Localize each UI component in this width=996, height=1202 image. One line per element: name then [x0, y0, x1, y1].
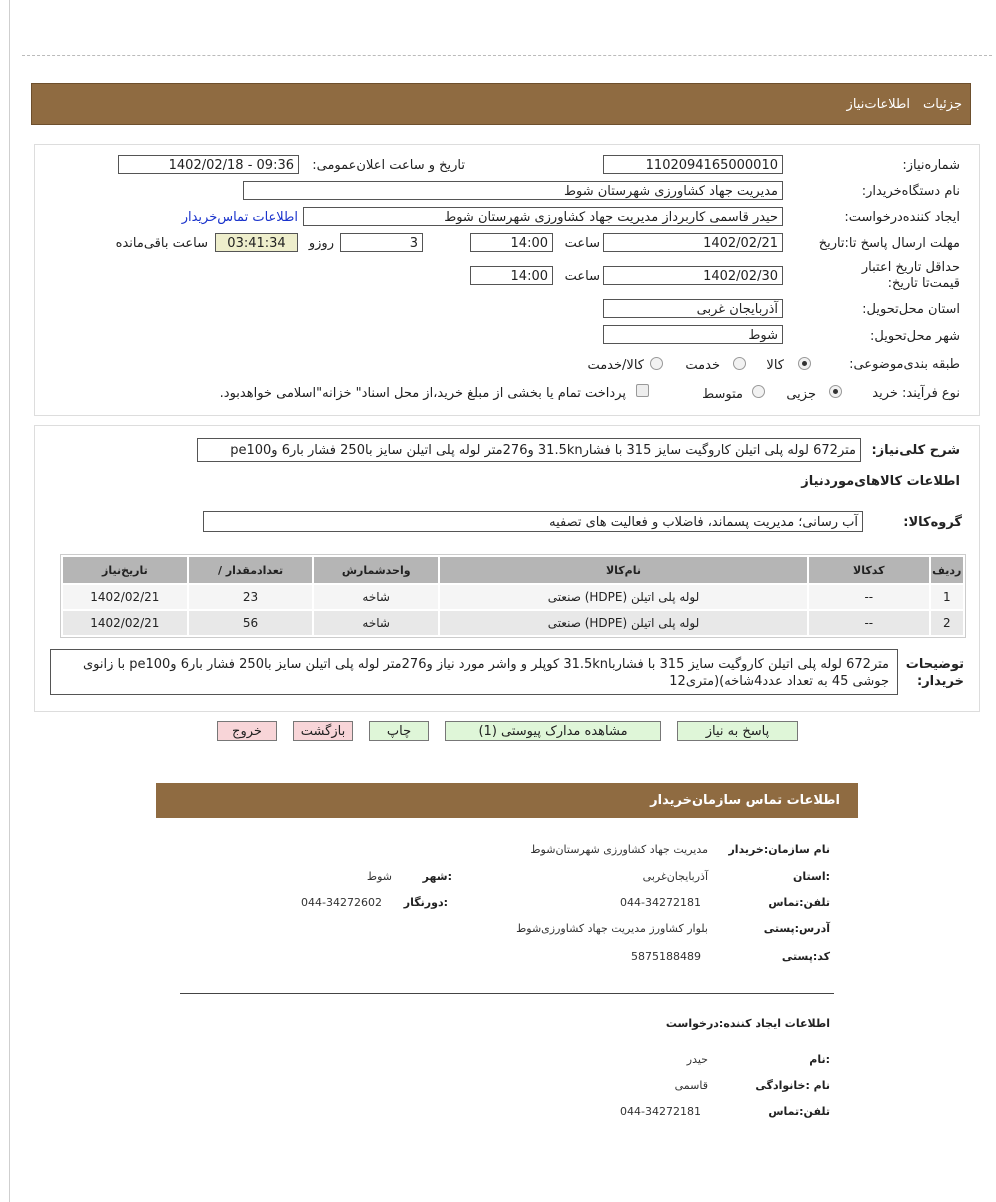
creator-label: ایجاد کننده‌درخواست:	[844, 210, 960, 225]
radio-partial[interactable]	[829, 385, 842, 398]
items-table-wrapper	[60, 554, 966, 638]
cell-date: 1402/02/21	[63, 611, 187, 635]
buyer-label: نام دستگاه‌خریدار:	[861, 184, 960, 199]
org-name-label: نام سازمان:خریدار	[728, 843, 830, 856]
print-button[interactable]: چاپ	[369, 721, 429, 741]
cell-row: 2	[931, 611, 963, 635]
cell-unit: شاخه	[314, 585, 438, 609]
group-field: آب رسانی؛ مدیریت پسماند، فاضلاب و فعالیت های تصفیه	[203, 511, 863, 532]
remaining-time-field: 03:41:34	[215, 233, 298, 252]
col-name: نام‌کالا	[440, 557, 807, 583]
left-border	[9, 0, 10, 1202]
radio-goods[interactable]	[798, 357, 811, 370]
org-city: شوط	[366, 870, 392, 883]
validity-time-label: ساعت	[564, 269, 600, 284]
city-label: شهر محل‌تحویل:	[870, 329, 960, 344]
org-address: بلوار کشاورز مدیریت جهاد کشاورزی‌شوط	[516, 922, 708, 935]
buyer-field[interactable]: مدیریت جهاد کشاورزی شهرستان شوط	[243, 181, 783, 200]
group-label: گروه‌کالا:	[903, 515, 962, 530]
days-label: روزو	[308, 236, 334, 251]
creator-phone-label: تلفن:تماس	[768, 1105, 830, 1118]
summary-field: متر672 لوله پلی اتیلن کاروگیت سایز 315 با فشار31.5kn و276متر لوله پلی اتیلن سایز با250 فشار بار6 وpe100	[197, 438, 861, 462]
deadline-date-field[interactable]: 1402/02/21	[603, 233, 783, 252]
col-qty: تعداد‌مقدار /	[189, 557, 313, 583]
creator-last: قاسمی	[674, 1079, 708, 1092]
creator-phone: 044-34272181	[620, 1105, 701, 1118]
reply-button[interactable]: پاسخ به نیاز	[677, 721, 798, 741]
col-date: تاریخ‌نیاز	[63, 557, 187, 583]
radio-goods-service[interactable]	[650, 357, 663, 370]
cell-name: لوله پلی اتیلن (HDPE) صنعتی	[440, 585, 807, 609]
org-divider	[180, 993, 834, 994]
cat-goods-label: کالا	[766, 358, 784, 373]
cell-name: لوله پلی اتیلن (HDPE) صنعتی	[440, 611, 807, 635]
creator-last-label: نام :خانوادگی	[755, 1079, 830, 1092]
exit-button[interactable]: خروج	[217, 721, 277, 741]
org-contact-title: اطلاعات تماس سازمان‌خریدار	[650, 793, 840, 808]
creator-first: حیدر	[686, 1053, 708, 1066]
category-label: طبقه بندی‌موضوعی:	[849, 357, 960, 372]
buyer-notes-label: توضیحات خریدار:	[905, 657, 964, 689]
cell-row: 1	[931, 585, 963, 609]
org-phone-label: تلفن:تماس	[768, 896, 830, 909]
cell-date: 1402/02/21	[63, 585, 187, 609]
back-button[interactable]: بازگشت	[293, 721, 353, 741]
cat-both-label: کالا/خدمت	[587, 358, 644, 373]
org-province-label: :استان	[793, 870, 830, 883]
validity-date-field[interactable]: 1402/02/30	[603, 266, 783, 285]
tab-details[interactable]: جزئیات	[923, 97, 962, 112]
province-label: استان محل‌تحویل:	[862, 302, 960, 317]
org-city-label: :شهر	[422, 870, 452, 883]
creator-first-label: :نام	[809, 1053, 830, 1066]
org-postal-label: کد:پستی	[781, 950, 830, 963]
creator-field[interactable]: حیدر قاسمی کاربرداز مدیریت جهاد کشاورزی شهرستان شوط	[303, 207, 783, 226]
proc-partial-label: جزیی	[786, 387, 816, 402]
top-divider	[22, 55, 992, 56]
payment-note: پرداخت تمام یا بخشی از مبلغ خرید،از محل اسناد" خزانه"اسلامی خواهد‌بود.	[219, 386, 626, 401]
treasury-checkbox[interactable]	[636, 384, 649, 397]
province-field[interactable]: آذربایجان غربی	[603, 299, 783, 318]
radio-service[interactable]	[733, 357, 746, 370]
cell-code: --	[809, 611, 929, 635]
org-fax-label: :دورنگار	[403, 896, 448, 909]
cell-qty: 56	[189, 611, 313, 635]
deadline-time-field[interactable]: 14:00	[470, 233, 553, 252]
deadline-label: مهلت ارسال پاسخ تا:تاریخ	[818, 236, 960, 251]
org-contact-header	[156, 783, 858, 818]
announce-field[interactable]: 1402/02/18 - 09:36	[118, 155, 299, 174]
col-code: کدکالا	[809, 557, 929, 583]
radio-medium[interactable]	[752, 385, 765, 398]
org-address-label: آدرس:پستی	[763, 922, 830, 935]
proc-medium-label: متوسط	[702, 387, 743, 402]
goods-info-title: اطلاعات کالاهای‌موردنیاز	[801, 474, 960, 489]
org-postal: 5875188489	[631, 950, 701, 963]
table-row[interactable]	[63, 611, 963, 635]
col-unit: واحدشمارش	[314, 557, 438, 583]
cell-qty: 23	[189, 585, 313, 609]
cat-service-label: خدمت	[685, 358, 720, 373]
days-field[interactable]: 3	[340, 233, 423, 252]
org-fax: 044-34272602	[301, 896, 382, 909]
validity-time-field[interactable]: 14:00	[470, 266, 553, 285]
attachments-button[interactable]: مشاهده مدارک پیوستی (1)	[445, 721, 661, 741]
need-number-field[interactable]: 1102094165000010	[603, 155, 783, 174]
table-row[interactable]	[63, 585, 963, 609]
org-province: آذربایجان‌غربی	[642, 870, 708, 883]
buyer-contact-link[interactable]: اطلاعات تماس‌خریدار	[181, 210, 298, 225]
deadline-time-label: ساعت	[564, 236, 600, 251]
process-label: نوع فرآیند: خرید	[872, 386, 960, 401]
summary-label: شرح کلی‌نیاز:	[871, 443, 960, 458]
cell-unit: شاخه	[314, 611, 438, 635]
org-phone: 044-34272181	[620, 896, 701, 909]
remaining-label: ساعت باقی‌مانده	[115, 236, 208, 251]
validity-label: حداقل تاریخ اعتبار قیمت‌تا تاریخ:	[861, 260, 960, 291]
tab-need-info[interactable]: اطلاعات‌نیاز	[846, 97, 910, 112]
need-number-label: شماره‌نیاز:	[902, 158, 960, 173]
header-bar	[31, 83, 971, 125]
cell-code: --	[809, 585, 929, 609]
buyer-notes-field: متر672 لوله پلی اتیلن کاروگیت سایز 315 با فشاربا31.5kn کوپلر و واشر مورد نیاز و276متر لوله پلی اتیلن سایز با250 فشار بار6 وpe100 با زانوی جوشی 45 به تعداد عدد4شاخه)(متری12	[50, 649, 898, 695]
announce-label: تاریخ و ساعت اعلان‌عمومی:	[312, 158, 465, 173]
items-table	[61, 555, 965, 637]
org-name: مدیریت جهاد کشاورزی شهرستان‌شوط	[530, 843, 708, 856]
city-field[interactable]: شوط	[603, 325, 783, 344]
col-row: ردیف	[931, 557, 963, 583]
creator-info-title: اطلاعات ایجاد کننده:درخواست	[665, 1017, 830, 1030]
